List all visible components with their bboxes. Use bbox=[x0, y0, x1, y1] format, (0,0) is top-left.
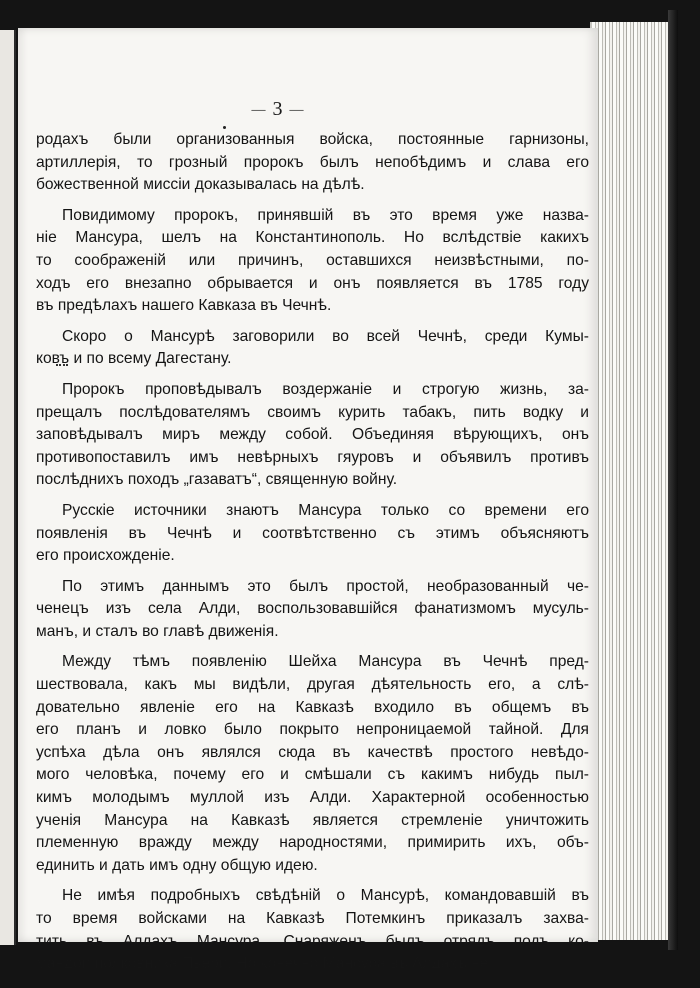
text-line: Скоро о Мансурѣ заговорили во всей Чечнѣ, среди Кумы- bbox=[62, 327, 589, 345]
text-line: прещалъ послѣдователямъ своимъ курить табакъ, пить водку и bbox=[36, 403, 589, 421]
text-line: Русскіе источники знаютъ Мансура только со времени его bbox=[62, 501, 589, 519]
text-line: въ предѣлахъ нашего Кавказа въ Чечнѣ. bbox=[36, 297, 332, 315]
paragraph bbox=[36, 500, 589, 568]
text-line: кимъ молодымъ муллой изъ Алди. Характерной особенностью bbox=[36, 789, 589, 807]
text-line: заповѣдывалъ миръ между собой. Объединяя вѣрующихъ, онъ bbox=[36, 426, 589, 444]
text-line: его происхожденіе. bbox=[36, 547, 175, 565]
text-line: ковъ и по всему Дагестану. bbox=[36, 350, 232, 368]
body-text bbox=[36, 129, 589, 984]
text-line: ходъ его внезапно обрывается и онъ появляется въ 1785 году bbox=[36, 274, 589, 292]
text-line: единить и дать имъ одну общую идею. bbox=[36, 856, 318, 874]
paragraph bbox=[36, 205, 589, 318]
text-line: его планъ и ловко было покрыто непроницаемой тайной. Для bbox=[36, 721, 589, 739]
text-line: Не имѣя подробныхъ свѣдѣній о Мансурѣ, командовавшій въ bbox=[62, 887, 589, 905]
paragraph bbox=[36, 129, 589, 197]
text-line: ученія Мансура на Кавказѣ является стремленіе уничтожить bbox=[36, 811, 589, 829]
paragraph bbox=[36, 379, 589, 492]
text-line: манъ, и сталъ во главѣ движенія. bbox=[36, 622, 279, 640]
text-line: По этимъ даннымъ это былъ простой, необразованный че- bbox=[62, 577, 589, 595]
text-line: родахъ были организованныя войска, постоянные гарнизоны, bbox=[36, 131, 589, 148]
page-edges-stack bbox=[590, 22, 672, 940]
text-line: мандой полковника Пьери. Но конечно Мансура въ Алдахъ не bbox=[36, 955, 489, 973]
text-line: ніе Мансура, шелъ на Константинополь. Но вслѣдствіе какихъ bbox=[36, 229, 589, 247]
text-line: божественной миссіи доказывалась на дѣлѣ. bbox=[36, 176, 365, 194]
page-number-header bbox=[218, 98, 338, 121]
page-number-dash-left: — bbox=[251, 102, 267, 118]
text-line: противопоставилъ имъ невѣрныхъ гяуровъ и объявилъ противъ bbox=[36, 448, 589, 466]
paragraph bbox=[36, 576, 589, 644]
text-line: довательно явленіе его на Кавказѣ входило въ общемъ въ bbox=[36, 698, 589, 716]
text-line: Пророкъ проповѣдывалъ воздержаніе и строгую жизнь, за- bbox=[62, 380, 589, 398]
text-line: появленія въ Чечнѣ и соотвѣтственно съ этимъ объясняютъ bbox=[36, 524, 589, 542]
paragraph bbox=[36, 885, 589, 975]
text-line: то время войсками на Кавказѣ Потемкинъ приказалъ захва- bbox=[36, 910, 589, 927]
text-line: послѣднихъ походъ „газаватъ“, священную войну. bbox=[36, 471, 398, 489]
text-line: артиллерія, то грозный пророкъ былъ непобѣдимъ и слава его bbox=[36, 153, 589, 171]
text-line: то соображеній или причинъ, оставшихся неизвѣстными, по- bbox=[36, 251, 589, 269]
text-line: мого человѣка, почему его и смѣшали съ какимъ нибудь пыл- bbox=[36, 766, 589, 784]
book-cover-edge bbox=[668, 10, 678, 950]
text-line: успѣха дѣла онъ являлся сюда въ качествѣ простого невѣдо- bbox=[36, 743, 589, 761]
paragraph bbox=[36, 326, 589, 371]
page-number: 3 bbox=[272, 98, 284, 120]
text-line: тить въ Алдахъ Мансура. Снаряженъ былъ отрядъ подъ ко- bbox=[36, 932, 589, 950]
text-line: Между тѣмъ появленію Шейха Мансура въ Чечнѣ пред- bbox=[62, 653, 589, 671]
paragraph bbox=[36, 651, 589, 877]
page-number-dash-right: — bbox=[289, 102, 305, 118]
text-line: Повидимому пророкъ, принявшій въ это время уже назва- bbox=[62, 206, 589, 224]
previous-page-edge bbox=[0, 30, 16, 945]
book-page bbox=[18, 28, 598, 973]
text-line: ченецъ изъ села Алди, воспользовавшійся фанатизмомъ мусуль- bbox=[36, 600, 589, 618]
text-line: шествовала, какъ мы видѣли, другая дѣятельность его, а слѣ- bbox=[36, 676, 589, 694]
text-line: племенную вражду между народностями, примирить ихъ, объ- bbox=[36, 834, 589, 852]
